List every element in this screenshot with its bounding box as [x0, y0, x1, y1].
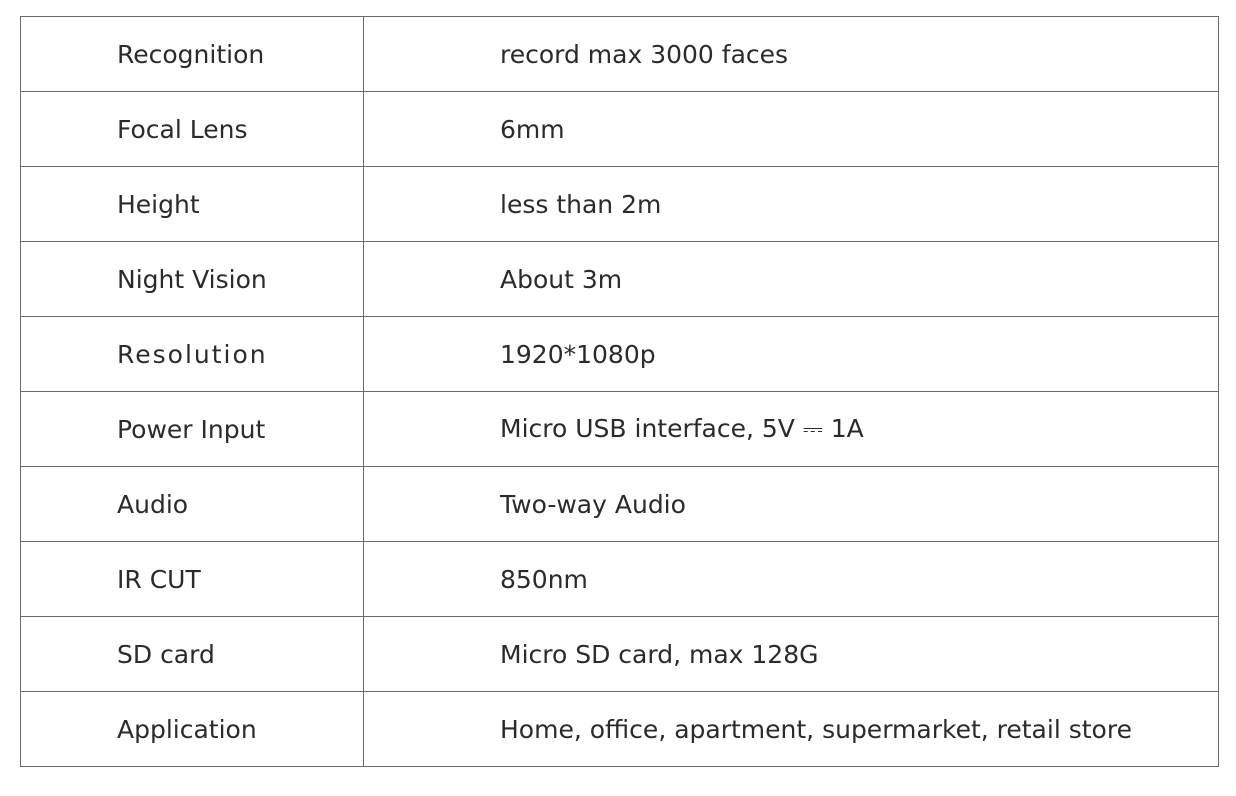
- table-row: [21, 317, 1219, 392]
- spec-label: Audio: [21, 467, 364, 542]
- spec-label: Night Vision: [21, 242, 364, 317]
- spec-table-body: [21, 17, 1219, 767]
- spec-label: Focal Lens: [21, 92, 364, 167]
- spec-value: record max 3000 faces: [364, 17, 1219, 92]
- spec-value: Micro USB interface, 5V ⎓ 1A: [364, 392, 1219, 467]
- spec-value: 6mm: [364, 92, 1219, 167]
- table-row: [21, 242, 1219, 317]
- spec-value: Home, office, apartment, supermarket, retail store: [364, 692, 1219, 767]
- spec-label: IR CUT: [21, 542, 364, 617]
- spec-value: less than 2m: [364, 167, 1219, 242]
- spec-value: About 3m: [364, 242, 1219, 317]
- table-row: [21, 617, 1219, 692]
- spec-value: Micro SD card, max 128G: [364, 617, 1219, 692]
- table-row: [21, 17, 1219, 92]
- spec-value: Two-way Audio: [364, 467, 1219, 542]
- spec-label: Resolution: [21, 317, 364, 392]
- spec-value: 1920*1080p: [364, 317, 1219, 392]
- table-row: [21, 542, 1219, 617]
- spec-label: Height: [21, 167, 364, 242]
- table-row: [21, 467, 1219, 542]
- spec-label: Power Input: [21, 392, 364, 467]
- spec-label: Application: [21, 692, 364, 767]
- spec-label: SD card: [21, 617, 364, 692]
- table-row: [21, 392, 1219, 467]
- spec-label: Recognition: [21, 17, 364, 92]
- table-row: [21, 92, 1219, 167]
- table-row: [21, 167, 1219, 242]
- spec-table: [20, 16, 1219, 767]
- table-row: [21, 692, 1219, 767]
- spec-value: 850nm: [364, 542, 1219, 617]
